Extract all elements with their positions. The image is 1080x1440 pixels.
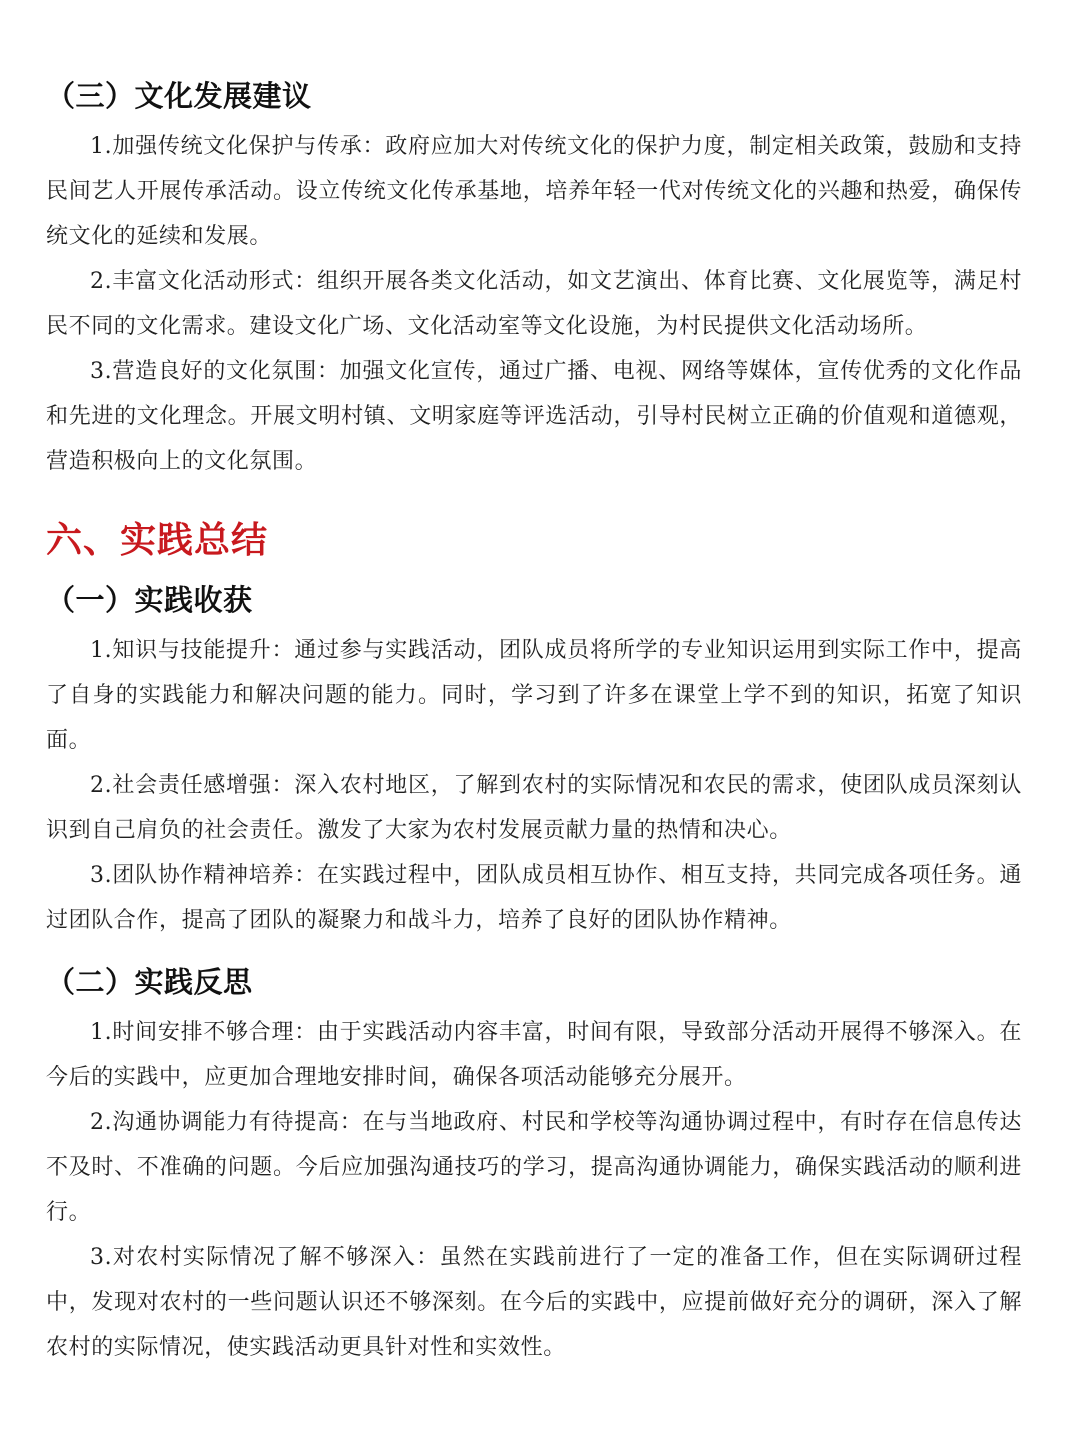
paragraph: 1.知识与技能提升：通过参与实践活动，团队成员将所学的专业知识运用到实际工作中，提高了自身的实践能力和解决问题的能力。同时，学习到了许多在课堂上学不到的知识，拓宽了知识面。 [46, 638, 1022, 753]
section-heading-culture-suggestions: （三）文化发展建议 [46, 79, 312, 113]
section-heading-practice-reflection: （二）实践反思 [46, 965, 253, 999]
paragraph: 1.加强传统文化保护与传承：政府应加大对传统文化的保护力度，制定相关政策，鼓励和支持民间艺人开展传承活动。设立传统文化传承基地，培养年轻一代对传统文化的兴趣和热爱，确保传统文化的延续和发展。 [46, 134, 1022, 249]
section-heading-practice-gains: （一）实践收获 [46, 583, 253, 617]
practice-reflection-body [46, 1010, 1022, 1370]
paragraph: 1.时间安排不够合理：由于实践活动内容丰富，时间有限，导致部分活动开展得不够深入。在今后的实践中，应更加合理地安排时间，确保各项活动能够充分展开。 [46, 1020, 1022, 1090]
practice-gains-body [46, 628, 1022, 943]
paragraph: 3.对农村实际情况了解不够深入：虽然在实践前进行了一定的准备工作，但在实际调研过程中，发现对农村的一些问题认识还不够深刻。在今后的实践中，应提前做好充分的调研，深入了解农村的实际情况，使实践活动更具针对性和实效性。 [46, 1245, 1022, 1360]
paragraph: 2.社会责任感增强：深入农村地区，了解到农村的实际情况和农民的需求，使团队成员深刻认识到自己肩负的社会责任。激发了大家为农村发展贡献力量的热情和决心。 [46, 773, 1022, 843]
paragraph: 3.团队协作精神培养：在实践过程中，团队成员相互协作、相互支持，共同完成各项任务。通过团队合作，提高了团队的凝聚力和战斗力，培养了良好的团队协作精神。 [46, 863, 1022, 933]
paragraph: 3.营造良好的文化氛围：加强文化宣传，通过广播、电视、网络等媒体，宣传优秀的文化作品和先进的文化理念。开展文明村镇、文明家庭等评选活动，引导村民树立正确的价值观和道德观，营造积极向上的文化氛围。 [46, 359, 1022, 474]
culture-suggestions-body [46, 124, 1022, 484]
paragraph: 2.沟通协调能力有待提高：在与当地政府、村民和学校等沟通协调过程中，有时存在信息传达不及时、不准确的问题。今后应加强沟通技巧的学习，提高沟通协调能力，确保实践活动的顺利进行。 [46, 1110, 1022, 1225]
chapter-heading-practice-summary: 六、实践总结 [46, 520, 269, 561]
paragraph: 2.丰富文化活动形式：组织开展各类文化活动，如文艺演出、体育比赛、文化展览等，满足村民不同的文化需求。建设文化广场、文化活动室等文化设施，为村民提供文化活动场所。 [46, 269, 1022, 339]
